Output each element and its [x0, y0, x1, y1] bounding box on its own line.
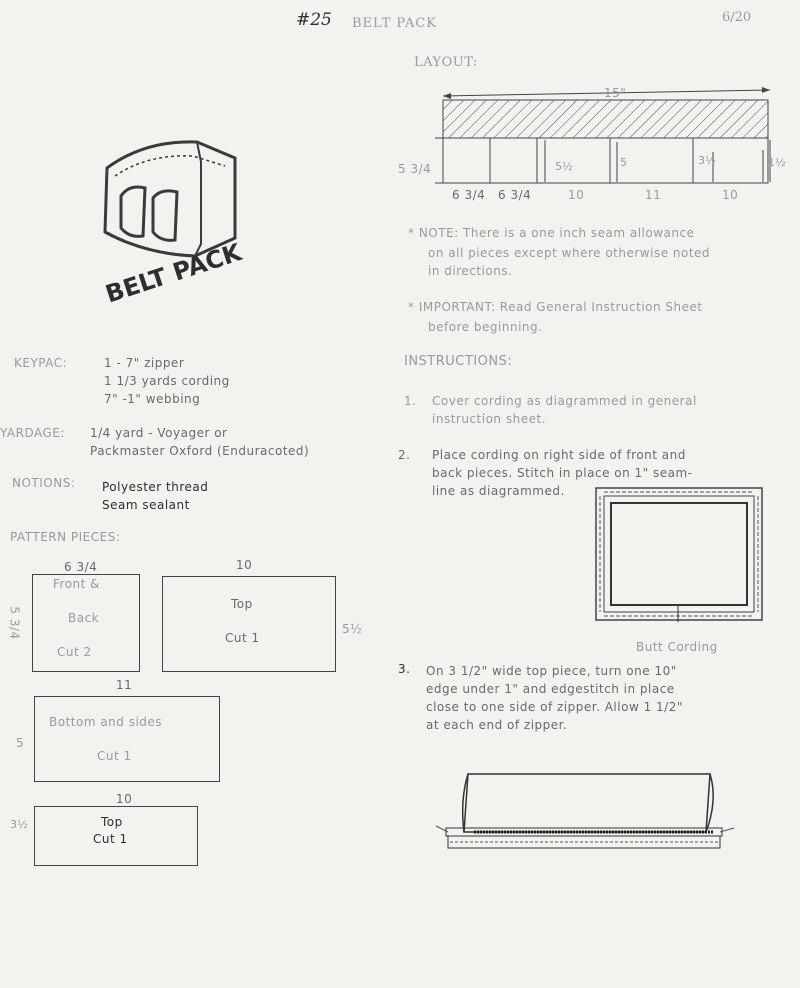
layout-inner-label-4: 1½	[768, 156, 786, 169]
cording-caption: Butt Cording	[636, 640, 718, 654]
piece-top-height: 5½	[342, 622, 363, 636]
piece-bottom-height: 5	[16, 736, 25, 750]
yardage-label: YARDAGE:	[0, 426, 65, 440]
step-3-line: On 3 1/2" wide top piece, turn one 10"	[426, 664, 677, 678]
instructions-heading: INSTRUCTIONS:	[404, 354, 513, 369]
step-1-number: 1.	[404, 394, 417, 408]
piece-top-zipper-height: 3½	[10, 818, 28, 831]
piece-front-back-width: 6 3/4	[64, 560, 98, 574]
layout-segment-1: 6 3/4	[452, 188, 486, 202]
layout-inner-label-1: 5½	[555, 160, 573, 173]
page-number: #25	[296, 10, 332, 30]
yardage-item: 1/4 yard - Voyager or	[90, 426, 228, 440]
note-line-1: * NOTE: There is a one inch seam allowance	[408, 226, 695, 240]
important-line-2: before beginning.	[428, 320, 543, 334]
step-3-line: at each end of zipper.	[426, 718, 568, 732]
layout-height-label: 5 3/4	[398, 162, 432, 176]
piece-cut: Cut 1	[97, 749, 132, 763]
keypac-item: 1 1/3 yards cording	[104, 374, 230, 388]
piece-top-zipper-width: 10	[116, 792, 133, 806]
zipper-diagram	[434, 770, 744, 860]
note-line-2: on all pieces except where otherwise noted	[428, 246, 711, 260]
layout-total-width: 15"	[604, 86, 627, 100]
notions-item: Seam sealant	[102, 498, 190, 512]
layout-heading: LAYOUT:	[414, 55, 478, 70]
layout-segment-4: 11	[645, 188, 662, 202]
page-date: 6/20	[722, 10, 752, 25]
step-2-line: back pieces. Stitch in place on 1" seam-	[432, 466, 693, 480]
piece-bottom-and-sides	[34, 696, 220, 782]
step-2-number: 2.	[398, 448, 411, 462]
yardage-item: Packmaster Oxford (Enduracoted)	[90, 444, 310, 458]
layout-segment-5: 10	[722, 188, 739, 202]
pattern-heading: PATTERN PIECES:	[10, 530, 121, 544]
notions-label: NOTIONS:	[12, 476, 76, 490]
belt-pack-logo	[85, 128, 285, 318]
layout-inner-label-2: 5	[620, 156, 627, 169]
piece-top-width: 10	[236, 558, 253, 572]
piece-name: Bottom and sides	[49, 715, 163, 729]
step-2-line: Place cording on right side of front and	[432, 448, 686, 462]
important-line-1: * IMPORTANT: Read General Instruction Sheet	[408, 300, 703, 314]
cording-diagram	[594, 486, 766, 626]
notions-item: Polyester thread	[102, 480, 209, 494]
page-title: BELT PACK	[352, 16, 438, 31]
step-2-line: line as diagrammed.	[432, 484, 565, 498]
piece-front-back-height: 5 3/4	[7, 606, 22, 640]
piece-top-zipper	[34, 806, 198, 866]
piece-front-back	[32, 574, 140, 672]
piece-bottom-width: 11	[116, 678, 133, 692]
layout-inner-label-3: 3½	[698, 154, 716, 167]
layout-segment-3: 10	[568, 188, 585, 202]
piece-top	[162, 576, 336, 672]
logo-text: BELT PACK	[102, 238, 245, 309]
note-line-3: in directions.	[428, 264, 513, 278]
piece-cut: Cut 2	[57, 645, 92, 659]
step-3-number: 3.	[398, 662, 411, 676]
step-3-line: close to one side of zipper. Allow 1 1/2"	[426, 700, 683, 714]
piece-cut: Cut 1	[93, 832, 128, 846]
keypac-item: 7" -1" webbing	[104, 392, 201, 406]
piece-name: Front &	[53, 577, 101, 591]
keypac-label: KEYPAC:	[14, 356, 68, 370]
step-3-line: edge under 1" and edgestitch in place	[426, 682, 675, 696]
layout-segment-2: 6 3/4	[498, 188, 532, 202]
keypac-item: 1 - 7" zipper	[104, 356, 185, 370]
step-1-line: Cover cording as diagrammed in general	[432, 394, 697, 408]
step-1-line: instruction sheet.	[432, 412, 546, 426]
piece-name-2: Back	[68, 611, 100, 625]
piece-name: Top	[231, 597, 253, 611]
piece-name: Top	[101, 815, 123, 829]
piece-cut: Cut 1	[225, 631, 260, 645]
